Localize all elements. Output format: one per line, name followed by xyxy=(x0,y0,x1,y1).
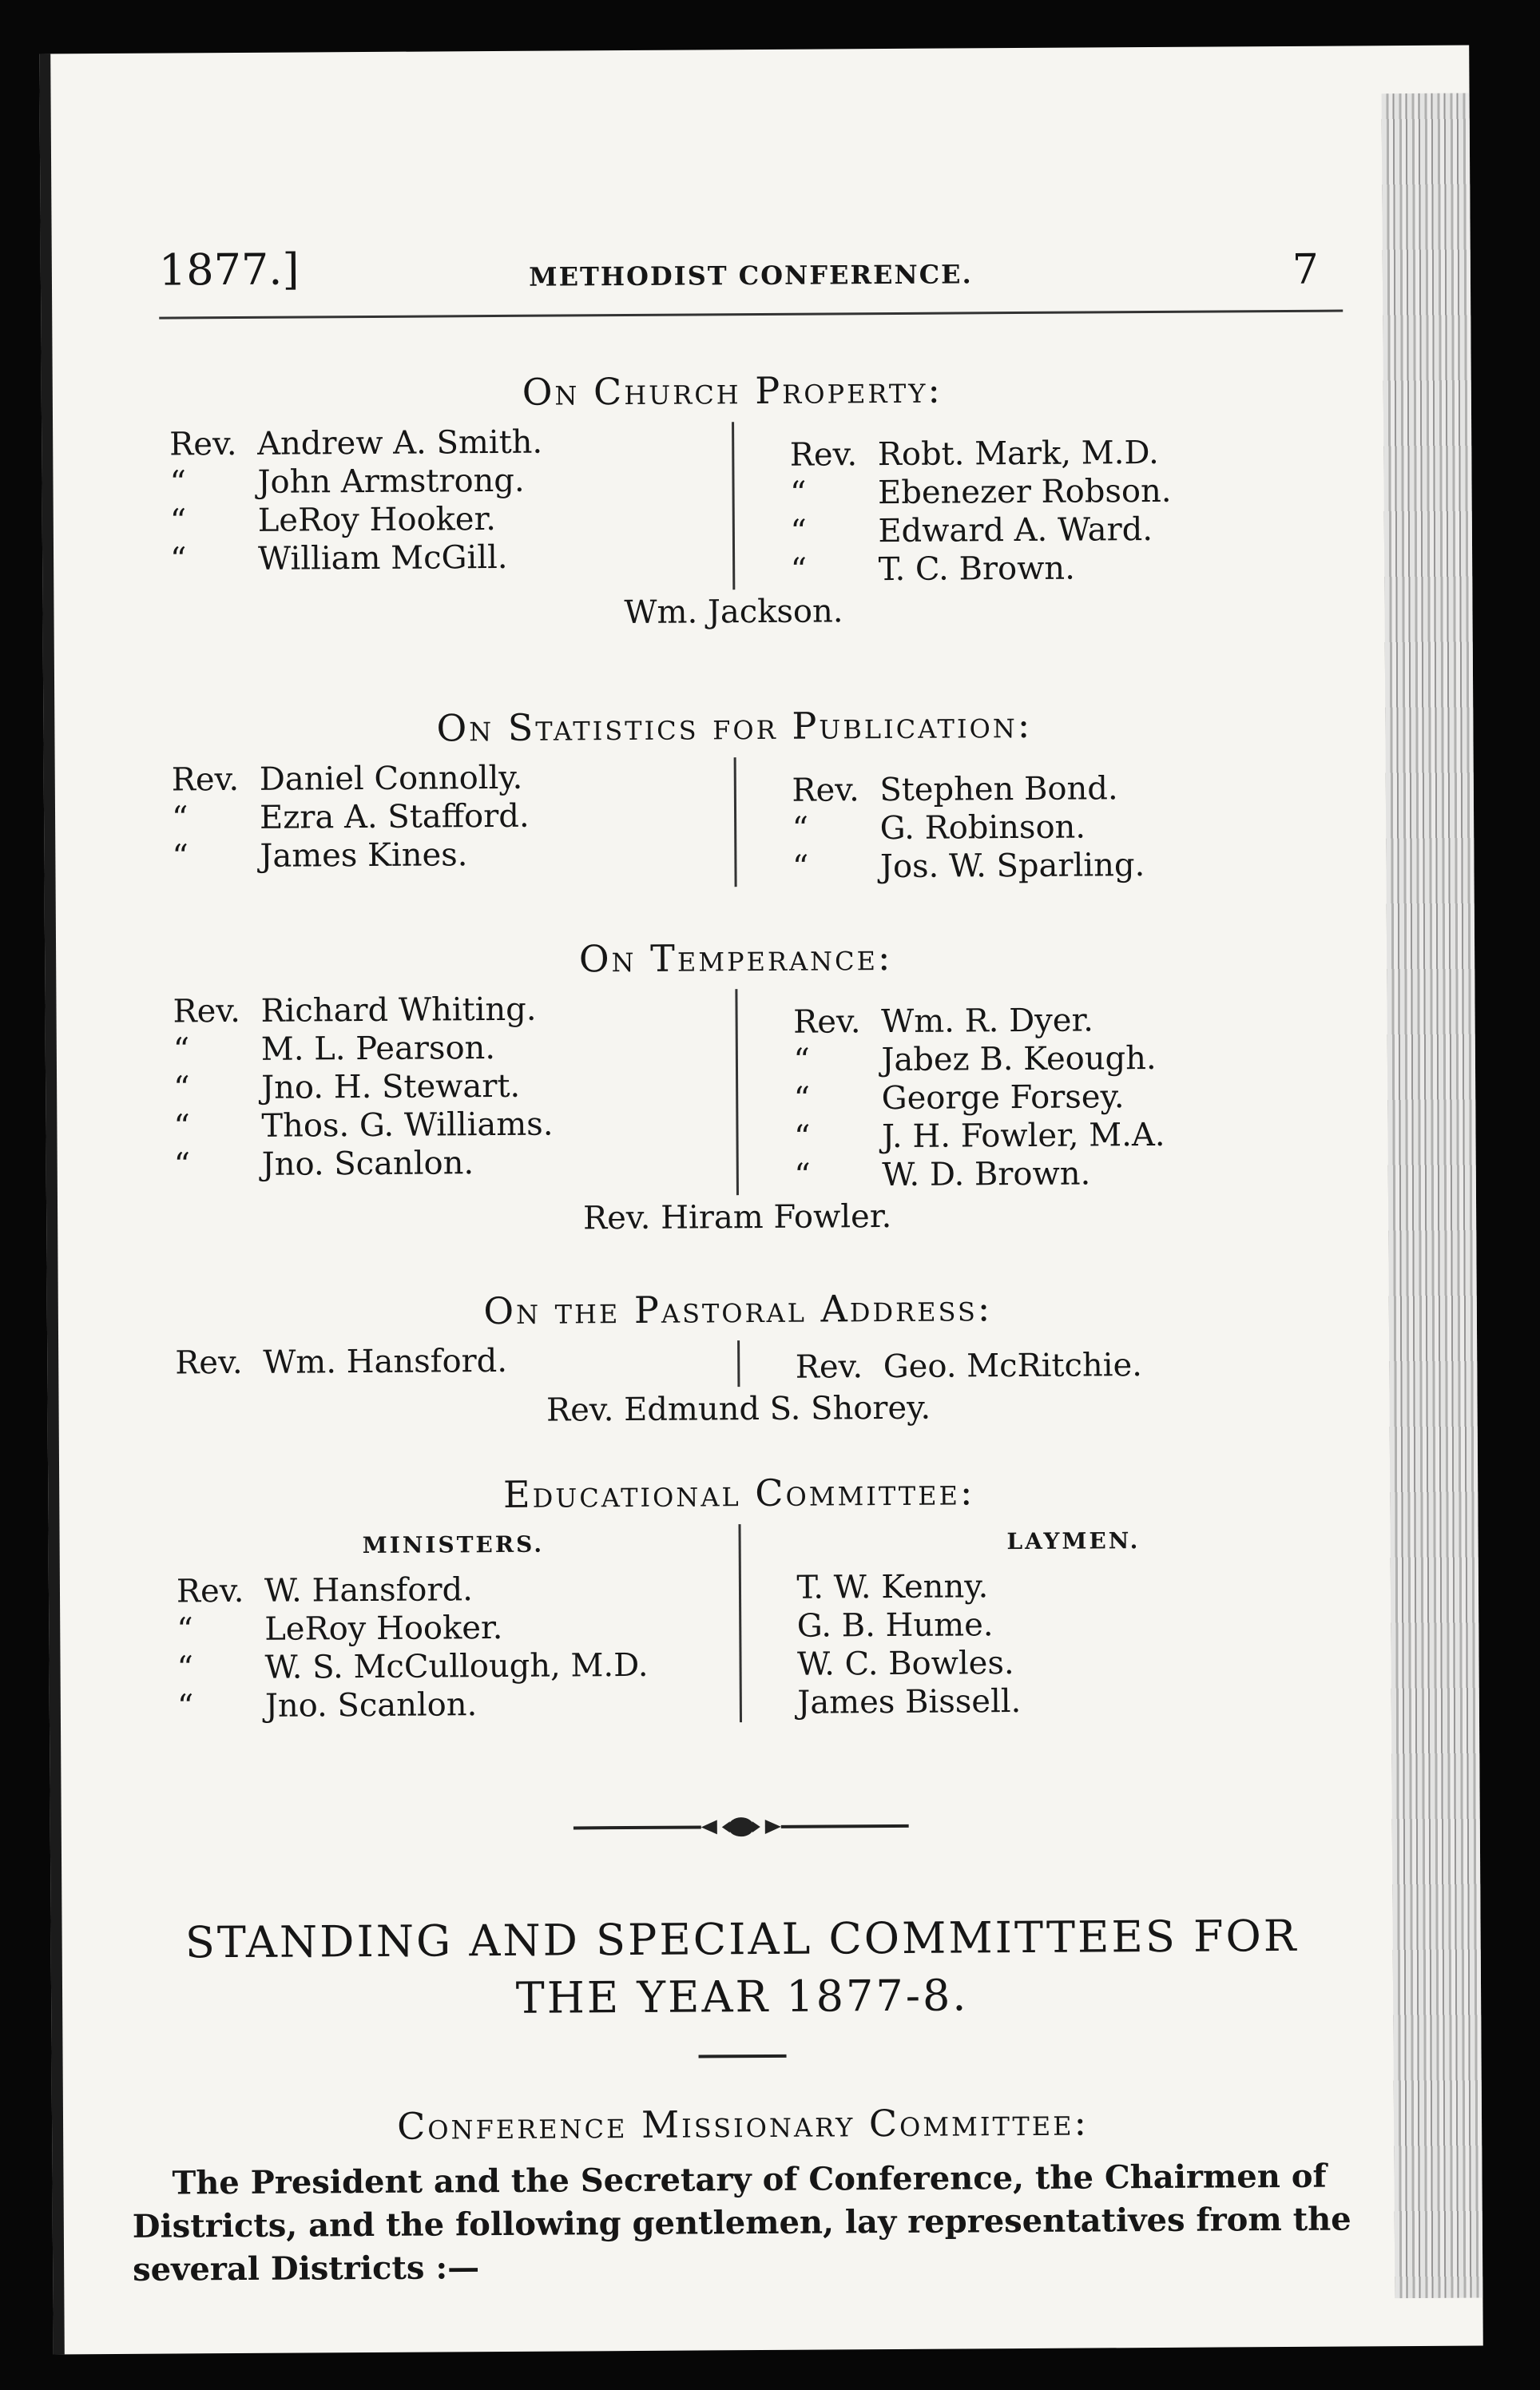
right-column xyxy=(737,1337,1350,1388)
entry-prefix: “ xyxy=(169,541,187,578)
entry-name: Ebenezer Robson. xyxy=(877,472,1172,512)
ornament-icon xyxy=(574,1814,909,1840)
section-title: On Church Property: xyxy=(522,367,943,414)
entry-prefix: “ xyxy=(177,1650,194,1687)
right-column xyxy=(735,986,1348,1196)
entry-name: James Kines. xyxy=(260,836,468,875)
page-number: 7 xyxy=(1292,245,1320,294)
entry-name: George Forsey. xyxy=(881,1078,1125,1118)
section-educational xyxy=(128,1468,1351,1726)
entry-prefix: “ xyxy=(790,551,808,589)
entry-name: Wm. R. Dyer. xyxy=(881,1002,1094,1041)
section-title: Educational Committee: xyxy=(502,1470,975,1516)
short-rule xyxy=(699,2055,787,2058)
entry-name: Edward A. Ward. xyxy=(878,510,1153,550)
entry-prefix: “ xyxy=(173,1070,190,1107)
entry-prefix: “ xyxy=(172,838,189,875)
name-entry xyxy=(175,1340,729,1382)
section-temperance xyxy=(125,933,1348,1241)
entry-name: J. H. Fowler, M.A. xyxy=(881,1116,1165,1156)
entry-prefix: Rev. xyxy=(792,772,859,809)
entry-name: Daniel Connolly. xyxy=(259,759,523,798)
left-column xyxy=(125,989,728,1199)
entry-name: W. D. Brown. xyxy=(882,1155,1091,1194)
name-entry xyxy=(172,796,726,837)
right-column xyxy=(738,1521,1351,1723)
name-entry xyxy=(173,1104,728,1145)
entry-name: Richard Whiting. xyxy=(260,991,537,1030)
title-line-1: STANDING AND SPECIAL COMMITTEES FOR xyxy=(185,1910,1299,1968)
name-entry xyxy=(170,498,724,540)
center-name: Rev. Hiram Fowler. xyxy=(582,1198,892,1237)
page-edges xyxy=(1382,93,1483,2299)
entry-prefix: “ xyxy=(169,502,187,540)
entry-name: W. C. Bowles. xyxy=(796,1645,1014,1683)
entry-prefix: “ xyxy=(169,464,187,502)
entry-prefix: Rev. xyxy=(169,425,237,463)
standing-committees-title xyxy=(130,1907,1353,2029)
entry-name: Ezra A. Stafford. xyxy=(259,797,530,836)
name-entry xyxy=(796,1345,1350,1387)
entry-name: Jno. H. Stewart. xyxy=(260,1067,521,1106)
entry-name: Jabez B. Keough. xyxy=(881,1039,1157,1079)
entry-name: Geo. McRitchie. xyxy=(883,1347,1143,1386)
title-line-2: THE YEAR 1877-8. xyxy=(515,1970,969,2023)
section-church-property xyxy=(121,366,1345,635)
entry-prefix: “ xyxy=(173,1146,191,1184)
entry-name: John Armstrong. xyxy=(257,462,525,501)
name-entry xyxy=(796,1566,1351,1607)
missionary-committee-title: Conference Missionary Committee: xyxy=(396,2100,1090,2148)
entry-name: Jno. Scanlon. xyxy=(261,1145,474,1183)
name-entry xyxy=(790,471,1344,513)
name-entry xyxy=(790,433,1344,474)
entry-prefix: “ xyxy=(173,1108,191,1145)
name-entry xyxy=(791,548,1345,590)
name-entry xyxy=(794,1115,1348,1157)
name-entry xyxy=(793,1000,1348,1042)
name-entry xyxy=(172,834,726,875)
right-column xyxy=(732,419,1345,590)
name-entry xyxy=(793,1038,1348,1080)
name-entry xyxy=(794,1077,1348,1118)
center-name: Rev. Edmund S. Shorey. xyxy=(546,1389,931,1429)
ministers-heading: MINISTERS. xyxy=(362,1530,545,1559)
entry-prefix: Rev. xyxy=(175,1344,243,1382)
entry-prefix: “ xyxy=(792,848,809,886)
name-entry xyxy=(790,510,1344,551)
name-entry xyxy=(797,1642,1351,1683)
name-entry xyxy=(172,757,726,799)
entry-prefix: “ xyxy=(177,1688,194,1725)
entry-name: W. S. McCullough, M.D. xyxy=(264,1646,649,1686)
name-entry xyxy=(177,1684,732,1725)
entry-name: William McGill. xyxy=(257,538,508,578)
entry-prefix: “ xyxy=(794,1157,811,1194)
name-entry xyxy=(177,1569,731,1610)
left-column xyxy=(124,757,726,891)
entry-prefix: Rev. xyxy=(173,992,241,1030)
left-column xyxy=(128,1524,731,1726)
entry-name: Wm. Hansford. xyxy=(263,1342,508,1381)
entry-prefix: Rev. xyxy=(793,1003,861,1041)
left-column xyxy=(127,1340,729,1391)
header-title: METHODIST CONFERENCE. xyxy=(529,259,973,292)
left-column xyxy=(121,422,724,594)
entry-prefix: “ xyxy=(790,513,807,550)
section-title: On Temperance: xyxy=(578,935,893,981)
name-entry xyxy=(173,1027,728,1069)
name-entry xyxy=(792,768,1346,810)
entry-name: W. Hansford. xyxy=(264,1571,474,1610)
laymen-list xyxy=(796,1566,1351,1722)
entry-prefix: Rev. xyxy=(795,1348,863,1386)
section-pastoral xyxy=(127,1284,1350,1432)
entry-prefix: Rev. xyxy=(176,1572,244,1610)
entry-prefix: “ xyxy=(789,474,807,512)
name-entry xyxy=(170,537,724,578)
section-title: On Statistics for Publication: xyxy=(436,702,1033,750)
name-entry xyxy=(792,807,1347,848)
name-entry xyxy=(792,845,1347,887)
entry-prefix: “ xyxy=(793,1080,811,1118)
name-entry xyxy=(797,1604,1351,1646)
laymen-heading: LAYMEN. xyxy=(1006,1527,1141,1555)
name-entry xyxy=(174,1142,728,1184)
ministers-list xyxy=(177,1569,732,1725)
entry-prefix: “ xyxy=(792,810,809,848)
entry-name: G. Robinson. xyxy=(879,808,1086,848)
page-content xyxy=(119,46,1355,2354)
entry-name: Andrew A. Smith. xyxy=(257,423,543,463)
entry-prefix: Rev. xyxy=(171,760,240,799)
name-entry xyxy=(173,1066,728,1107)
entry-prefix: “ xyxy=(793,1118,811,1156)
section-statistics xyxy=(123,701,1346,891)
section-title: On the Pastoral Address: xyxy=(483,1286,993,1333)
entry-name: LeRoy Hooker. xyxy=(257,501,497,539)
running-header xyxy=(159,238,1344,320)
missionary-paragraph: The President and the Secretary of Conference, the Chairmen of Districts, and the following gentlemen, lay representatives from the several Districts :— xyxy=(132,2157,1351,2289)
entry-prefix: “ xyxy=(171,800,189,837)
name-entry xyxy=(177,1607,731,1649)
name-entry xyxy=(797,1680,1351,1721)
name-entry xyxy=(177,1646,731,1687)
header-year: 1877.] xyxy=(158,244,300,296)
entry-prefix: “ xyxy=(173,1031,190,1069)
book-spine xyxy=(39,54,65,2354)
entry-name: M. L. Pearson. xyxy=(260,1030,496,1068)
ornament-divider xyxy=(130,1811,1352,1842)
entry-name: G. B. Hume. xyxy=(796,1606,994,1645)
entry-name: Robt. Mark, M.D. xyxy=(877,434,1159,474)
name-entry xyxy=(173,989,727,1030)
right-column xyxy=(733,754,1346,887)
entry-name: James Bissell. xyxy=(797,1683,1022,1721)
name-entry xyxy=(169,460,724,502)
entry-name: Thos. G. Williams. xyxy=(261,1106,554,1145)
book-page xyxy=(39,46,1483,2355)
entry-name: Stephen Bond. xyxy=(879,770,1118,809)
entry-name: LeRoy Hooker. xyxy=(264,1609,503,1648)
center-name: Wm. Jackson. xyxy=(624,593,843,632)
entry-prefix: Rev. xyxy=(789,436,858,474)
entry-prefix: “ xyxy=(793,1042,811,1079)
name-entry xyxy=(794,1153,1348,1195)
entry-name: T. C. Brown. xyxy=(878,550,1075,589)
name-entry xyxy=(169,422,724,463)
entry-name: Jos. W. Sparling. xyxy=(879,847,1145,886)
entry-prefix: “ xyxy=(177,1611,193,1649)
entry-name: Jno. Scanlon. xyxy=(264,1686,478,1725)
entry-name: T. W. Kenny. xyxy=(796,1568,989,1606)
